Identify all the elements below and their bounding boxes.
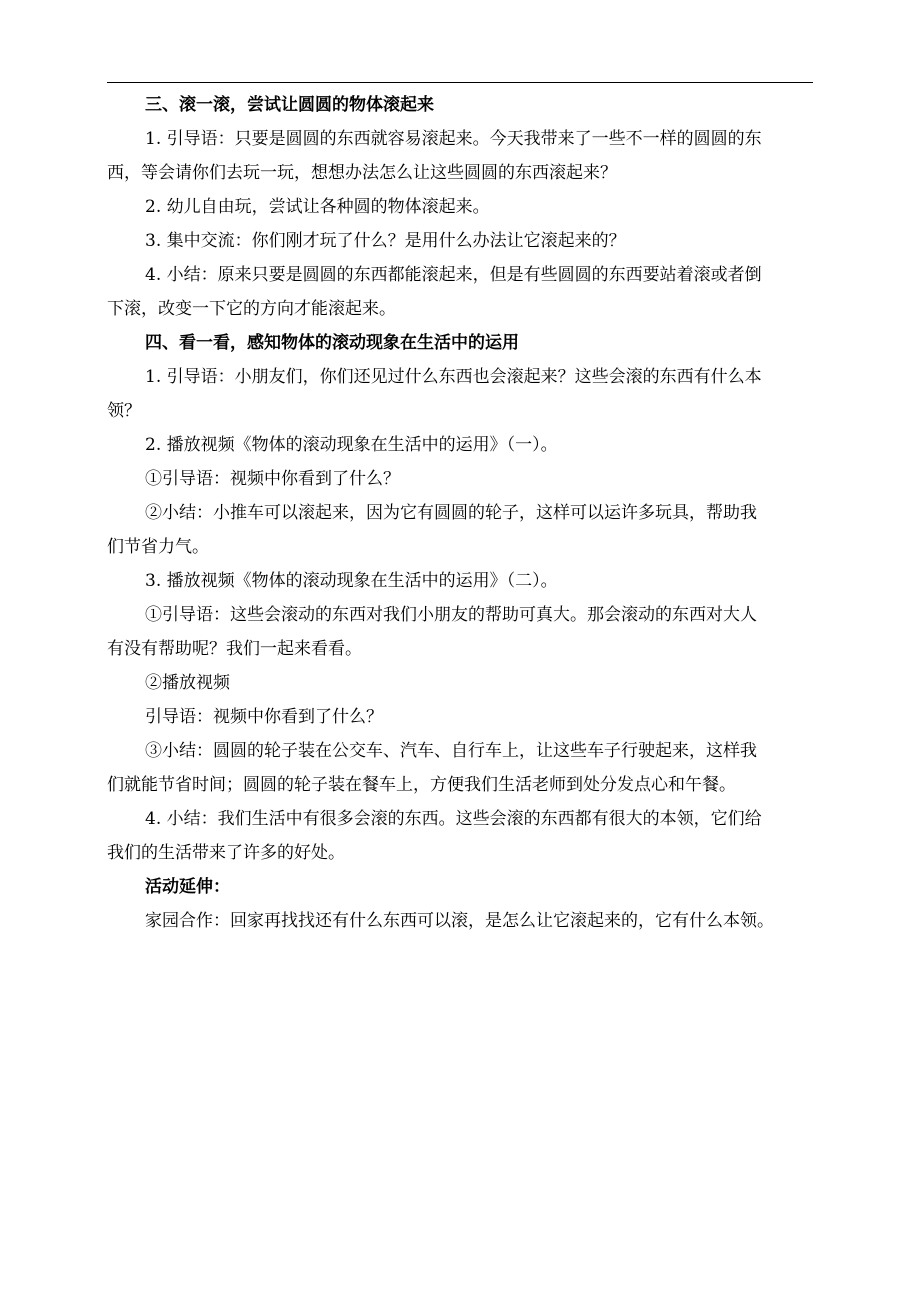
section-3-paragraph-1-line-1: 1. 引导语：只要是圆圆的东西就容易滚起来。今天我带来了一些不一样的圆圆的东 xyxy=(145,129,762,149)
section-4-paragraph-3-b-guide: 引导语：视频中你看到了什么？ xyxy=(145,707,383,727)
extension-heading: 活动延伸： xyxy=(145,877,230,897)
section-4-paragraph-4-line-1: 4. 小结：我们生活中有很多会滚的东西。这些会滚的东西都有很大的本领，它们给 xyxy=(145,809,762,829)
section-3-paragraph-3: 3. 集中交流：你们刚才玩了什么？是用什么办法让它滚起来的？ xyxy=(145,231,626,251)
document-body xyxy=(107,88,813,938)
section-3-paragraph-1-line-2: 西，等会请你们去玩一玩，想想办法怎么让这些圆圆的东西滚起来？ xyxy=(107,163,617,183)
section-4-paragraph-4-line-2: 我们的生活带来了许多的好处。 xyxy=(107,843,345,863)
header-rule xyxy=(107,82,813,83)
section-4-paragraph-3: 3. 播放视频《物体的滚动现象在生活中的运用》（二）。 xyxy=(145,571,558,591)
section-4-paragraph-3-b: ②播放视频 xyxy=(145,673,230,693)
section-4-paragraph-2-b-line-2: 们节省力气。 xyxy=(107,537,209,557)
section-4-paragraph-2-a: ①引导语：视频中你看到了什么？ xyxy=(145,469,400,489)
section-3-paragraph-4-line-1: 4. 小结：原来只要是圆圆的东西都能滚起来，但是有些圆圆的东西要站着滚或者倒 xyxy=(145,265,762,285)
section-4-paragraph-2: 2. 播放视频《物体的滚动现象在生活中的运用》（一）。 xyxy=(145,435,558,455)
extension-text: 家园合作：回家再找找还有什么东西可以滚，是怎么让它滚起来的，它有什么本领。 xyxy=(145,911,774,931)
section-4-paragraph-3-c-line-2: 们就能节省时间；圆圆的轮子装在餐车上，方便我们生活老师到处分发点心和午餐。 xyxy=(107,775,736,795)
section-4-paragraph-1-line-2: 领？ xyxy=(107,401,141,421)
section-4-paragraph-2-b-line-1: ②小结：小推车可以滚起来，因为它有圆圆的轮子，这样可以运许多玩具，帮助我 xyxy=(145,503,757,523)
section-3-paragraph-4-line-2: 下滚，改变一下它的方向才能滚起来。 xyxy=(107,299,396,319)
section-3-heading: 三、滚一滚，尝试让圆圆的物体滚起来 xyxy=(145,95,434,115)
section-3-paragraph-2: 2. 幼儿自由玩，尝试让各种圆的物体滚起来。 xyxy=(145,197,490,217)
section-4-paragraph-3-c-line-1: ③小结：圆圆的轮子装在公交车、汽车、自行车上，让这些车子行驶起来，这样我 xyxy=(145,741,757,761)
section-4-paragraph-3-a-line-2: 有没有帮助呢？我们一起来看看。 xyxy=(107,639,362,659)
section-4-paragraph-1-line-1: 1. 引导语：小朋友们，你们还见过什么东西也会滚起来？这些会滚的东西有什么本 xyxy=(145,367,762,387)
section-4-paragraph-3-a-line-1: ①引导语：这些会滚动的东西对我们小朋友的帮助可真大。那会滚动的东西对大人 xyxy=(145,605,757,625)
section-4-heading: 四、看一看，感知物体的滚动现象在生活中的运用 xyxy=(145,333,519,353)
